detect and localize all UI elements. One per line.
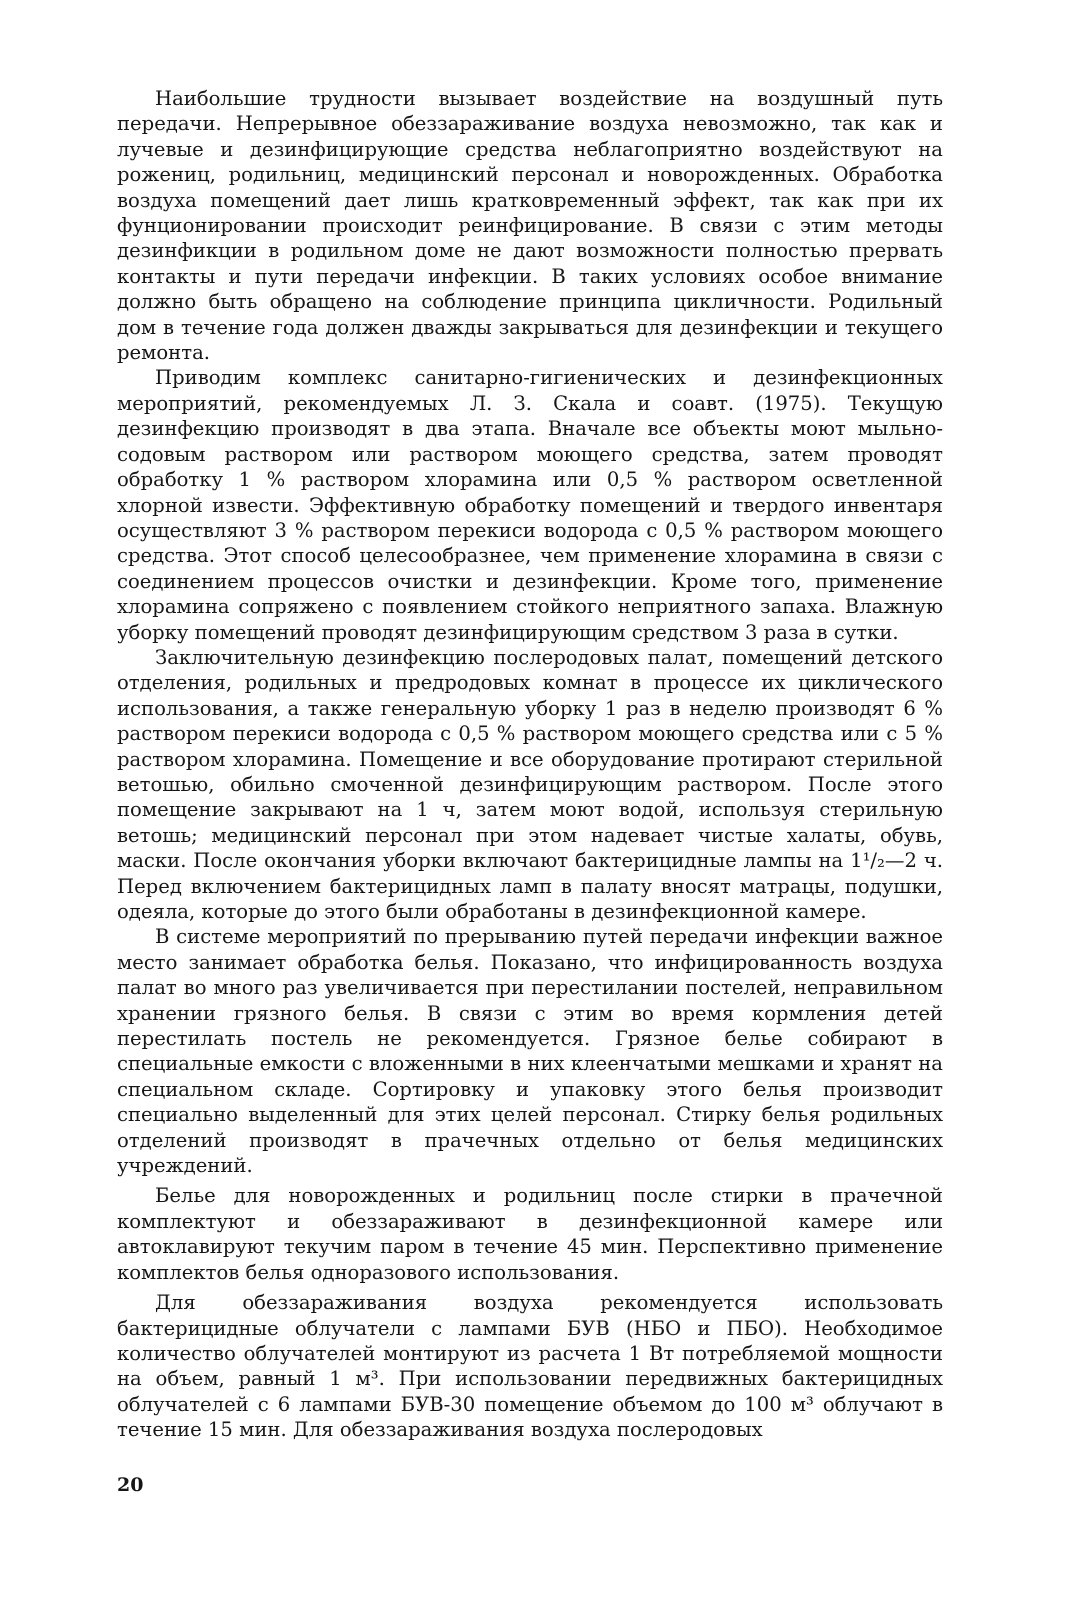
paragraph-5: Белье для новорожденных и родильниц после стирки в прачечной комплектуют и обеззараживают в дезинфекционной камере или автоклавируют текучим паром в течение 45 мин. Перспективно применение комплектов белья одноразового использования. (117, 1184, 943, 1284)
paragraph-4: В системе мероприятий по прерыванию путей передачи инфекции важное место занимает обработка белья. Показано, что инфицированность воздуха палат во много раз увеличивается при перестилании постелей, неправильном хранении грязного белья. В связи с этим во время кормления детей перестилать постель не рекомендуется. Грязное белье собирают в специальные емкости с вложенными в них клеенчатыми мешками и хранят на специальном складе. Сортировку и упаковку этого белья производит специально выделенный для этих целей персонал. Стирку белья родильных отделений производят в прачечных отдельно от белья медицинских учреждений. (117, 925, 943, 1178)
page-text-body (117, 86, 943, 1443)
paragraph-6: Для обеззараживания воздуха рекомендуется использовать бактерицидные облучатели с лампами БУВ (НБО и ПБО). Необходимое количество облучателей монтируют из расчета 1 Вт потребляемой мощности на объем, равный 1 м³. При использовании передвижных бактерицидных облучателей с 6 лампами БУВ-30 помещение объемом до 100 м³ облучают в течение 15 мин. Для обеззараживания воздуха послеродовых (117, 1291, 943, 1442)
page-number: 20 (117, 1474, 144, 1496)
paragraph-3: Заключительную дезинфекцию послеродовых палат, помещений детского отделения, родильных и предродовых комнат в процессе их циклического использования, а также генеральную уборку 1 раз в неделю производят 6 % раствором перекиси водорода с 0,5 % раствором моющего средства или с 5 % раствором хлорамина. Помещение и все оборудование протирают стерильной ветошью, обильно смоченной дезинфицирующим раствором. После этого помещение закрывают на 1 ч, затем моют водой, используя стерильную ветошь; медицинский персонал при этом надевает чистые халаты, обувь, маски. После окончания уборки включают бактерицидные лампы на 1¹/₂—2 ч. Перед включением бактерицидных ламп в палату вносят матрацы, подушки, одеяла, которые до этого были обработаны в дезинфекционной камере. (117, 645, 943, 923)
paragraph-2: Приводим комплекс санитарно-гигиенических и дезинфекционных мероприятий, рекомендуемых Л. З. Скала и соавт. (1975). Текущую дезинфекцию производят в два этапа. Вначале все объекты моют мыльно-содовым раствором или раствором моющего средства, затем проводят обработку 1 % раствором хлорамина или 0,5 % раствором осветленной хлорной извести. Эффективную обработку помещений и твердого инвентаря осуществляют 3 % раствором перекиси водорода с 0,5 % раствором моющего средства. Этот способ целесообразнее, чем применение хлорамина в связи с соединением процессов очистки и дезинфекции. Кроме того, применение хлорамина сопряжено с появлением стойкого неприятного запаха. Влажную уборку помещений проводят дезинфицирующим средством 3 раза в сутки. (117, 366, 943, 644)
paragraph-1: Наибольшие трудности вызывает воздействие на воздушный путь передачи. Непрерывное обеззараживание воздуха невозможно, так как и лучевые и дезинфицирующие средства неблагоприятно воздействуют на рожениц, родильниц, медицинский персонал и новорожденных. Обработка воздуха помещений дает лишь кратковременный эффект, так как при их фунционировании происходит реинфицирование. В связи с этим методы дезинфикции в родильном доме не дают возможности полностью прервать контакты и пути передачи инфекции. В таких условиях особое внимание должно быть обращено на соблюдение принципа цикличности. Родильный дом в течение года должен дважды закрываться для дезинфекции и текущего ремонта. (117, 87, 943, 365)
